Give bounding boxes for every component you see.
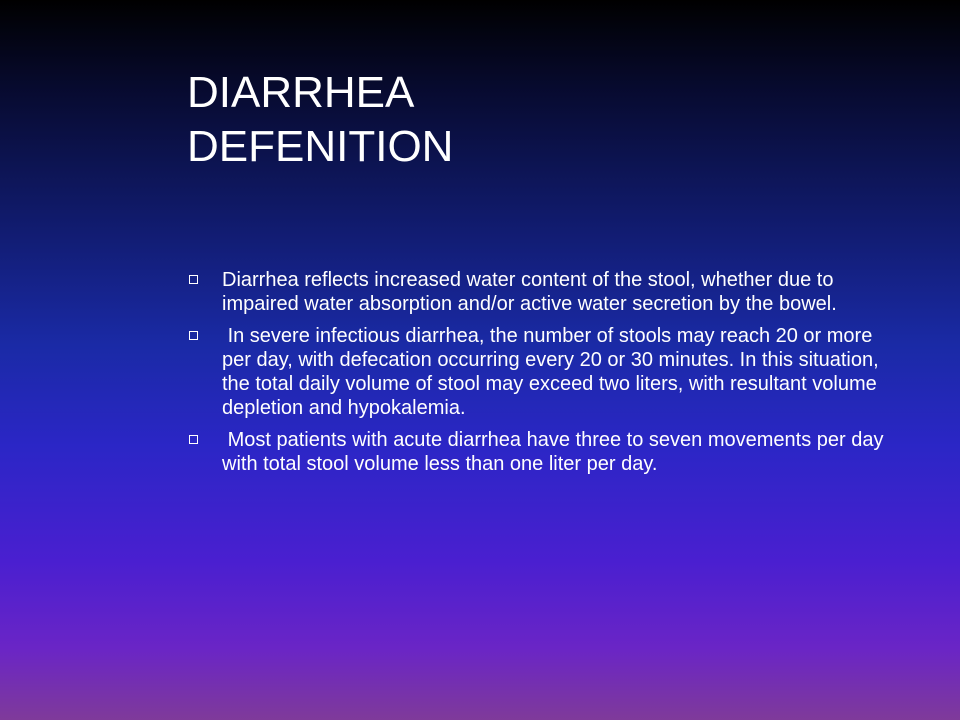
bullet-text: Diarrhea reflects increased water content of the stool, whether due to impaired water absorption and/or active water secretion by the bowel. [222,269,840,315]
hollow-square-bullet-icon [189,435,198,444]
bullet-list [187,268,890,484]
hollow-square-bullet-icon [189,275,198,284]
slide-title-line-1: DIARRHEA [187,68,415,117]
bullet-text: In severe infectious diarrhea, the number of stools may reach 20 or more per day, with defecation occurring every 20 or 30 minutes. In this situation, the total daily volume of stool may exceed two liters, with resultant volume depletion and hypokalemia. [222,325,885,419]
slide-title-line-2: DEFENITION [187,122,454,171]
bullet-text: Most patients with acute diarrhea have three to seven movements per day with total stool volume less than one liter per day. [222,429,890,475]
bullet-item [187,428,890,476]
bullet-item [187,268,887,316]
slide-title [187,66,887,174]
bullet-item [187,324,887,420]
hollow-square-bullet-icon [189,331,198,340]
